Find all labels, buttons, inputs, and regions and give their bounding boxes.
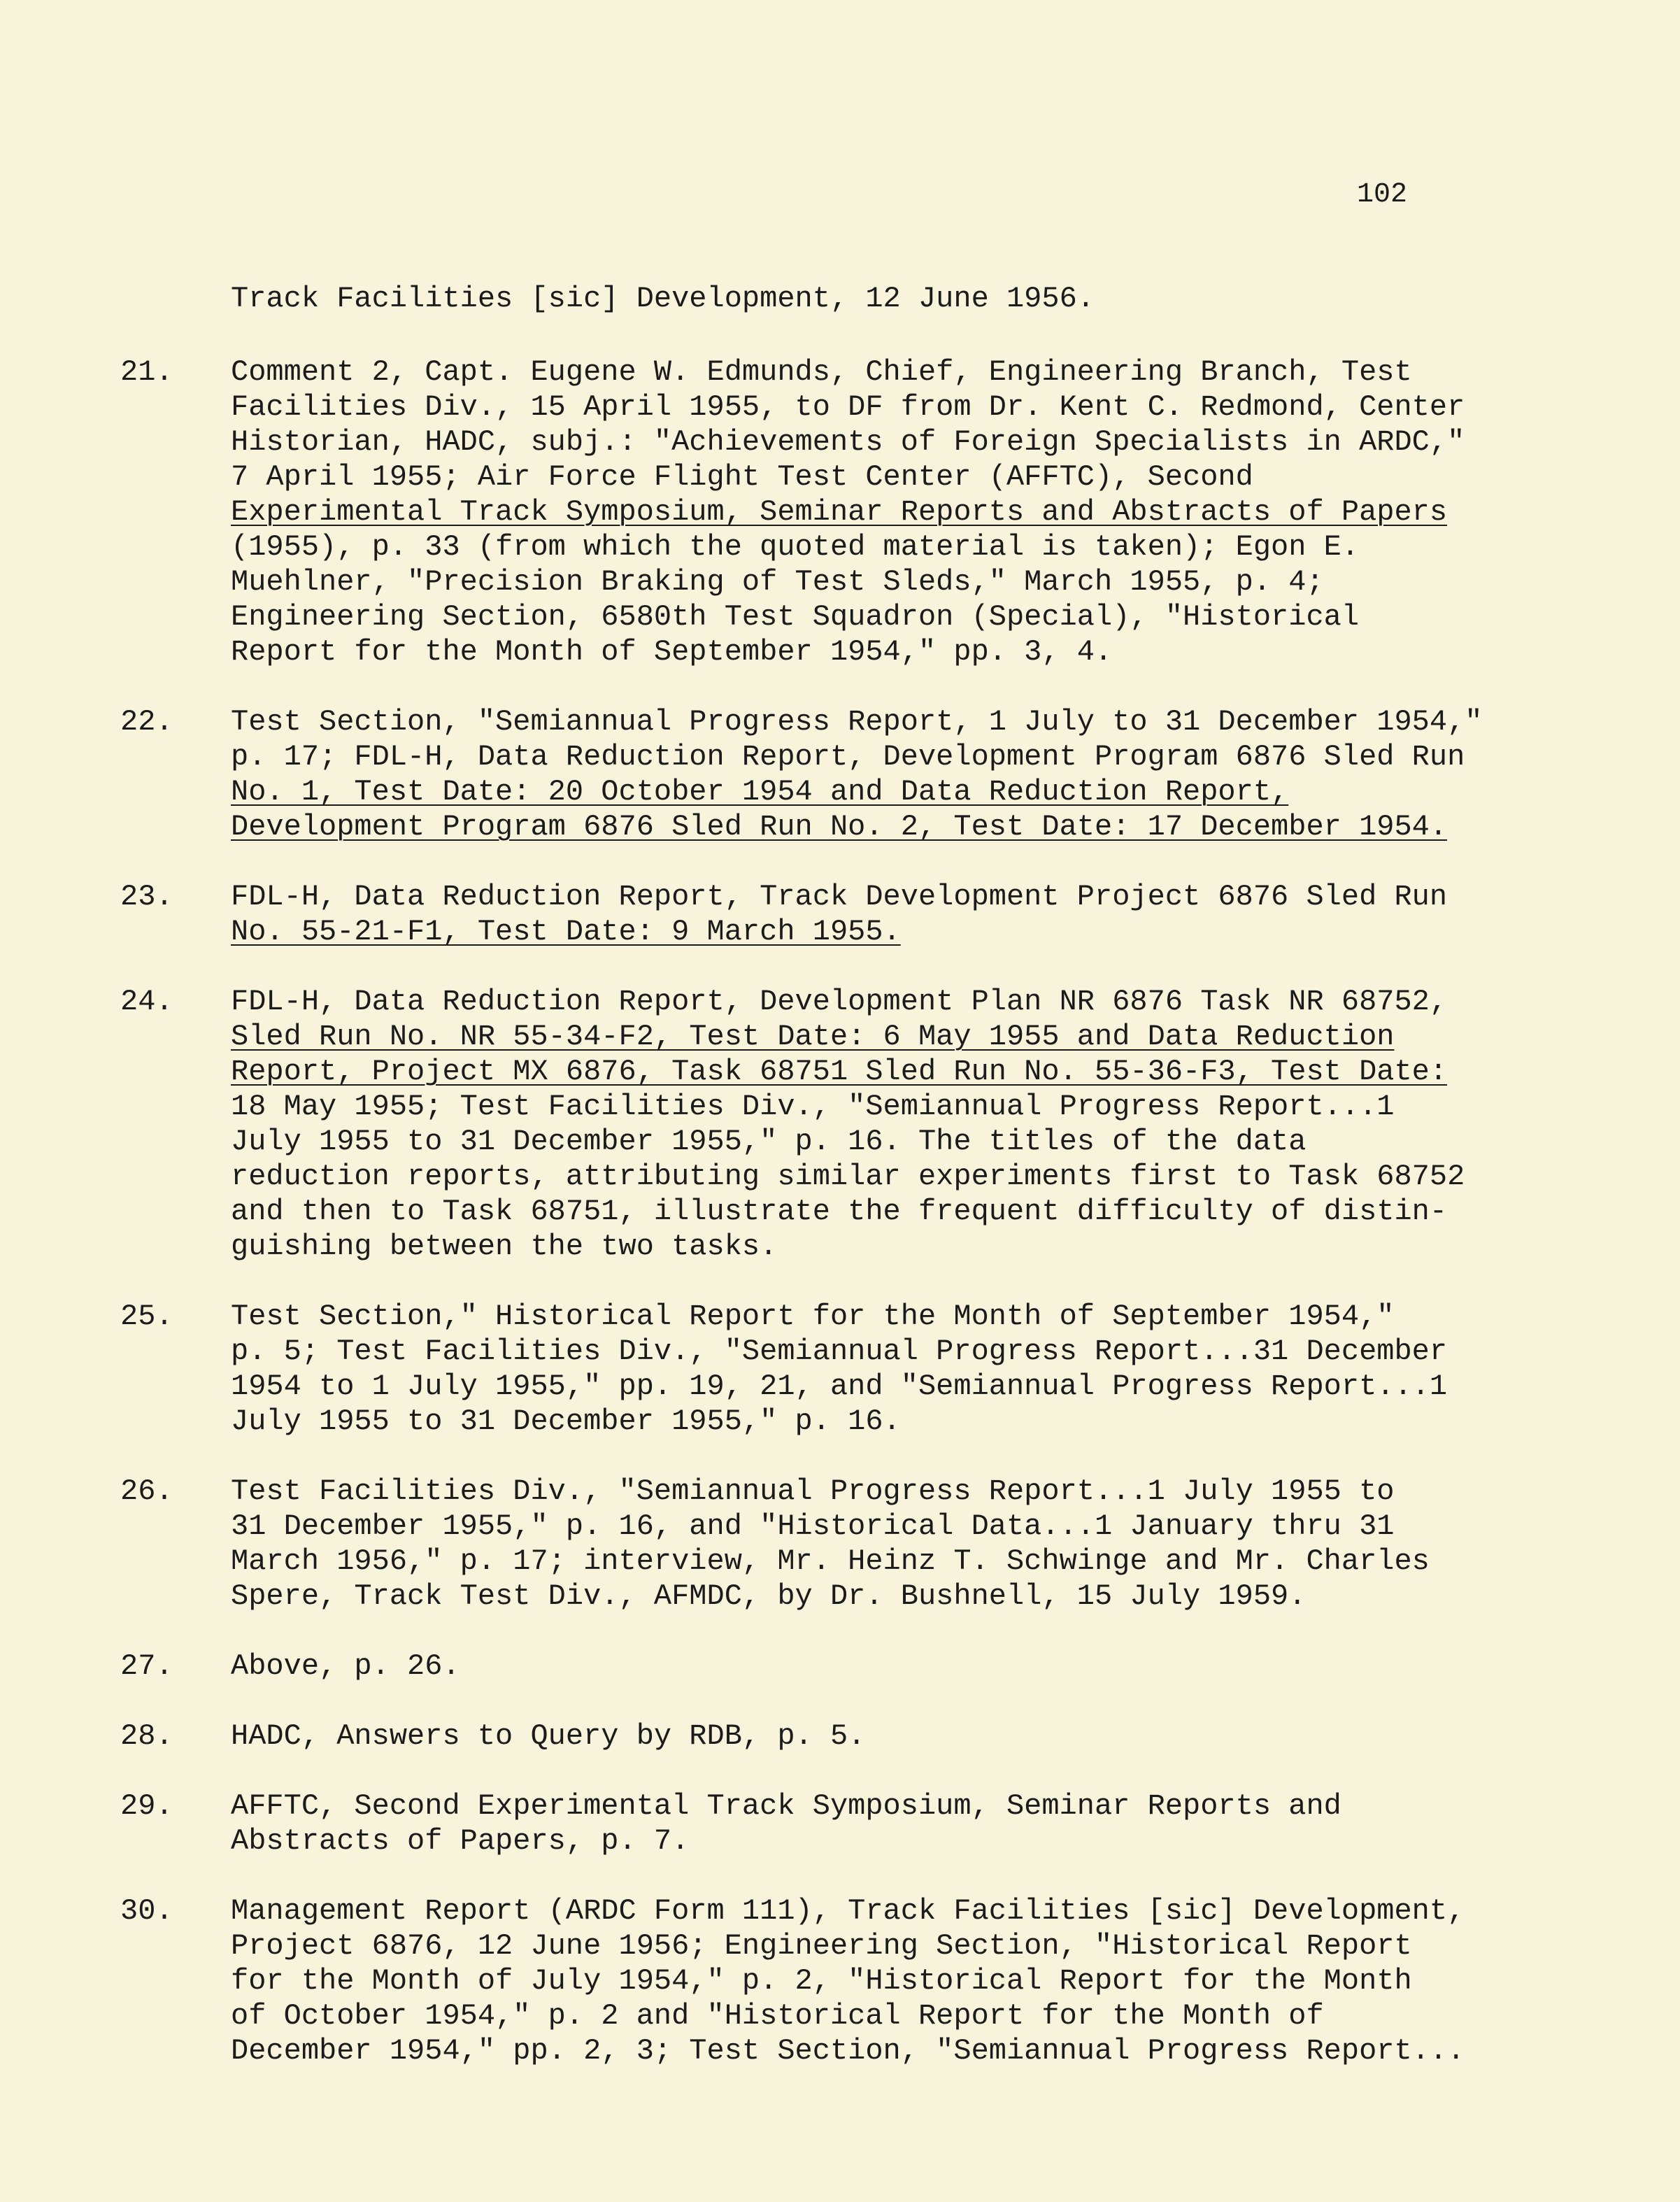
note-line: p. 5; Test Facilities Div., "Semiannual Progress Report...31 December (231, 1335, 1448, 1368)
note-line: Facilities Div., 15 April 1955, to DF from Dr. Kent C. Redmond, Center (231, 390, 1465, 424)
note-number: 29. (120, 1789, 173, 1823)
note-line: Report, Project MX 6876, Task 68751 Sled Run No. 55-36-F3, Test Date: (231, 1055, 1448, 1088)
note-number: 23. (120, 880, 173, 914)
note-line: Abstracts of Papers, p. 7. (231, 1824, 690, 1858)
note-line: 7 April 1955; Air Force Flight Test Center (AFFTC), Second (231, 460, 1253, 494)
note-line: Management Report (ARDC Form 111), Track Facilities [sic] Development, (231, 1894, 1465, 1928)
note-line: No. 1, Test Date: 20 October 1954 and Data Reduction Report, (231, 775, 1289, 809)
note-line: HADC, Answers to Query by RDB, p. 5. (231, 1719, 866, 1753)
note-line: Muehlner, "Precision Braking of Test Sleds," March 1955, p. 4; (231, 565, 1324, 599)
note-line: Spere, Track Test Div., AFMDC, by Dr. Bushnell, 15 July 1959. (231, 1579, 1307, 1613)
note-line: Engineering Section, 6580th Test Squadron (Special), "Historical (231, 600, 1360, 634)
note-line: reduction reports, attributing similar experiments first to Task 68752 (231, 1160, 1465, 1193)
note-line: Above, p. 26. (231, 1649, 460, 1683)
note-line: March 1956," p. 17; interview, Mr. Heinz T. Schwinge and Mr. Charles (231, 1544, 1430, 1578)
note-line: Comment 2, Capt. Eugene W. Edmunds, Chief, Engineering Branch, Test (231, 355, 1412, 389)
note-number: 24. (120, 985, 173, 1018)
note-line: No. 55-21-F1, Test Date: 9 March 1955. (231, 915, 901, 949)
page-number: 102 (1357, 179, 1408, 211)
note-line: (1955), p. 33 (from which the quoted material is taken); Egon E. (231, 530, 1360, 564)
note-line: for the Month of July 1954," p. 2, "Historical Report for the Month (231, 1964, 1412, 1998)
note-line: Test Section," Historical Report for the Month of September 1954," (231, 1300, 1395, 1333)
note-line: 31 December 1955," p. 16, and "Historical Data...1 January thru 31 (231, 1510, 1395, 1543)
note-number: 25. (120, 1300, 173, 1333)
note-number: 21. (120, 355, 173, 389)
note-line: FDL-H, Data Reduction Report, Track Development Project 6876 Sled Run (231, 880, 1448, 914)
note-line: and then to Task 68751, illustrate the frequent difficulty of distin- (231, 1195, 1448, 1228)
note-number: 30. (120, 1894, 173, 1928)
note-line: Test Facilities Div., "Semiannual Progress Report...1 July 1955 to (231, 1475, 1395, 1508)
note-line: 1954 to 1 July 1955," pp. 19, 21, and "Semiannual Progress Report...1 (231, 1370, 1448, 1403)
note-number: 28. (120, 1719, 173, 1753)
note-line: Project 6876, 12 June 1956; Engineering Section, "Historical Report (231, 1929, 1412, 1963)
note-line: July 1955 to 31 December 1955," p. 16. (231, 1405, 901, 1438)
note-line: Test Section, "Semiannual Progress Report, 1 July to 31 December 1954," (231, 705, 1483, 739)
note-line: 18 May 1955; Test Facilities Div., "Semiannual Progress Report...1 (231, 1090, 1395, 1123)
note-line: guishing between the two tasks. (231, 1230, 778, 1263)
note-line: FDL-H, Data Reduction Report, Development Plan NR 6876 Task NR 68752, (231, 985, 1448, 1018)
note-line: p. 17; FDL-H, Data Reduction Report, Development Program 6876 Sled Run (231, 740, 1465, 774)
note-number: 26. (120, 1475, 173, 1508)
note-line: July 1955 to 31 December 1955," p. 16. The titles of the data (231, 1125, 1307, 1158)
note-line: Historian, HADC, subj.: "Achievements of Foreign Specialists in ARDC," (231, 425, 1465, 459)
note-line: Development Program 6876 Sled Run No. 2, Test Date: 17 December 1954. (231, 810, 1448, 844)
note-number: 27. (120, 1649, 173, 1683)
note-line: Experimental Track Symposium, Seminar Reports and Abstracts of Papers (231, 495, 1448, 529)
note-line: AFFTC, Second Experimental Track Symposium, Seminar Reports and (231, 1789, 1341, 1823)
note-line: of October 1954," p. 2 and "Historical Report for the Month of (231, 1999, 1324, 2033)
note-number: 22. (120, 705, 173, 739)
note-line: Sled Run No. NR 55-34-F2, Test Date: 6 May 1955 and Data Reduction (231, 1020, 1395, 1053)
note-line: December 1954," pp. 2, 3; Test Section, "Semiannual Progress Report... (231, 2034, 1465, 2068)
note-line: Report for the Month of September 1954," pp. 3, 4. (231, 635, 1113, 669)
continuation-line: Track Facilities [sic] Development, 12 June 1956. (231, 282, 1095, 315)
